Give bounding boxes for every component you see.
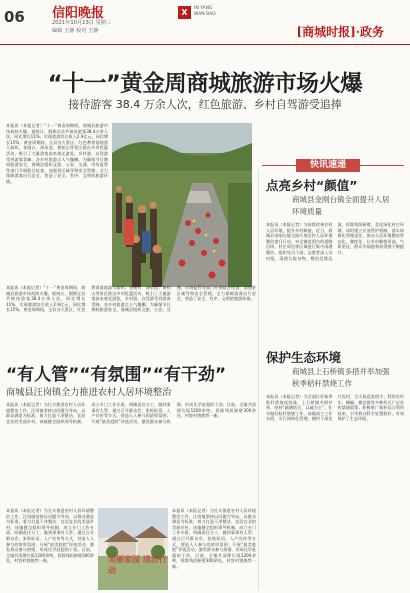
quick-item2-sub2: 秋季秸秆禁烧工作	[292, 379, 352, 388]
main-subheadline: 接待游客 38.4 万余人次，红色旅游、乡村自驾游受追捧	[68, 98, 342, 111]
quick-item1-sub2: 环境质量	[292, 207, 322, 216]
xy-mark-icon: X	[178, 6, 191, 19]
xy-pinyin	[194, 6, 216, 18]
tourist-crowd-photo	[112, 123, 252, 287]
quick-item2-sub: 商城县上石桥镇多措并举加强	[292, 367, 390, 376]
editor-line: 编辑 王静 校对 王静	[52, 28, 99, 34]
quick-item1-sub: 商城县金刚台镇全面提升人居	[292, 195, 390, 204]
main-headline: “十一”黄金周商城旅游市场火爆	[47, 71, 363, 97]
lower-headline: “有人管”“有氛围”“有干劲”	[6, 365, 227, 385]
page-header	[0, 0, 410, 44]
main-article-lead: 本报讯（本报记者）“十一”黄金周期间，商城县旅游市场持续火爆。据统计，假期全县共接待游客38.4万余人次，同比增长11%，实现旅游综合收入2.9亿元，同比增长15%。黄金周期间，全县各大景区、红色教育基地游人如织。金刚台、汤泉池、黄柏山等景区推出多项优惠活动，吸引了大量游客前来观光游览。乡村游、自驾游受到游客青睐，各乡村旅游点人气爆棚。为确保节日期间旅游安全，商城县组织文旅、公安、交通、市场监管等部门开展联合检查，加强景区疏导和安全管理，全力保障游客出行安全，营造了安全、有序、文明的旅游环境。	[6, 123, 108, 184]
beautiful-home-stamp: 美丽家园 清洁行动	[108, 554, 167, 575]
paper-logo: 信阳晚报	[52, 6, 105, 21]
header-rule	[0, 44, 410, 45]
village-photo	[98, 508, 168, 590]
section-title: [商城时报]·政务	[296, 25, 384, 39]
quick-news-label: 快讯速递	[296, 159, 360, 172]
quick-item2-body: 本报讯（本报记者）为全面打好秋季秸秆禁烧攻坚战，上石桥镇多措并举，坚持“疏堵结合、以疏为主”，扎实做好秸秆禁烧工作。该镇成立工作专班，实行网格化管理，镇村干部包片包村，全天候巡查值守；利用宣传车、横幅、微信群等多种形式广泛宣传禁烧政策；积极推广秸秆综合利用技术，引导群众科学处置秸秆，有效保护了生态环境。	[266, 394, 404, 422]
date-line: 2021年10月13日 星期三	[52, 20, 112, 26]
lower-article-body: 本报讯（本报记者）为扎实推进农村人居环境整治工作，汪岗镇坚持以问题为导向，以群众满意为标准，着力打造干净整洁、宜居宜业的美丽乡村。该镇健全组织领导机制，成立专门工作专班，明确责任分工，做到事事有人管；通过召开群众会、张贴标语、入户宣传等方式，营造人人参与的浓厚氛围；开展“最美庭院”评选活动，激发群众参与热情，形成比学赶超的干劲。目前，全镇共清理垃圾1200余吨，拆除残垣断壁300余处，村容村貌焕然一新。	[6, 402, 256, 424]
xy-pinyin-line2: WAN BAO	[194, 12, 216, 17]
quick-item2-title: 保护生态环境	[266, 350, 342, 365]
quick-item1-title: 点亮乡村“颜值”	[266, 178, 358, 193]
main-article-body: 本报讯（本报记者）“十一”黄金周期间，商城县旅游市场持续火爆。据统计，假期全县共接待游客38.4万余人次，同比增长11%，实现旅游综合收入2.9亿元，同比增长15%。黄金周期间，全县各大景区、红色教育基地游人如织。金刚台、汤泉池、黄柏山等景区推出多项优惠活动，吸引了大量游客前来观光游览。乡村游、自驾游受到游客青睐，各乡村旅游点人气爆棚。为确保节日期间旅游安全，商城县组织文旅、公安、交通、市场监管等部门开展联合检查，加强景区疏导和安全管理，全力保障游客出行安全，营造了安全、有序、文明的旅游环境。	[6, 285, 256, 313]
xy-pinyin-line1: IN YANG	[194, 6, 213, 11]
quick-item1-body: 本报讯（本报记者）为持续改善农村人居环境，提升乡村颜值，近日，商城县金刚台镇全面开展农村人居环境整治提升行动，对全镇范围内的道路沿线、村庄周边等区域进行集中清理整治，组织党员干部、志愿者深入各村组，清理垃圾杂物，整治乱堆乱放，拆除残垣断壁，美化绿化村庄环境。同时建立长效管护机制，落实网格化管理责任，推动人居环境整治常态化、制度化，让乡村颜值更高、气质更佳，群众幸福感和获得感不断提升。	[266, 222, 404, 261]
lower-subheadline: 商城县汪岗镇全力推进农村人居环境整治	[6, 387, 172, 398]
lower-article-body-cont: 本报讯（本报记者）为扎实推进农村人居环境整治工作，汪岗镇坚持以问题为导向，以群众满意为标准，着力打造干净整洁、宜居宜业的美丽乡村。该镇健全组织领导机制，成立专门工作专班，明确责任分工，做到事事有人管；通过召开群众会、张贴标语、入户宣传等方式，营造人人参与的浓厚氛围；开展“最美庭院”评选活动，激发群众参与热情，形成比学赶超的干劲。目前，全镇共清理垃圾1200余吨，拆除残垣断壁300余处，村容村貌焕然一新。	[6, 508, 94, 564]
page-number: 06	[4, 8, 25, 26]
lower-article-body-cont2: 本报讯（本报记者）为扎实推进农村人居环境整治工作，汪岗镇坚持以问题为导向，以群众满意为标准，着力打造干净整洁、宜居宜业的美丽乡村。该镇健全组织领导机制，成立专门工作专班，明确责任分工，做到事事有人管；通过召开群众会、张贴标语、入户宣传等方式，营造人人参与的浓厚氛围；开展“最美庭院”评选活动，激发群众参与热情，形成比学赶超的干劲。目前，全镇共清理垃圾1200余吨，拆除残垣断壁300余处，村容村貌焕然一新。	[172, 508, 256, 569]
